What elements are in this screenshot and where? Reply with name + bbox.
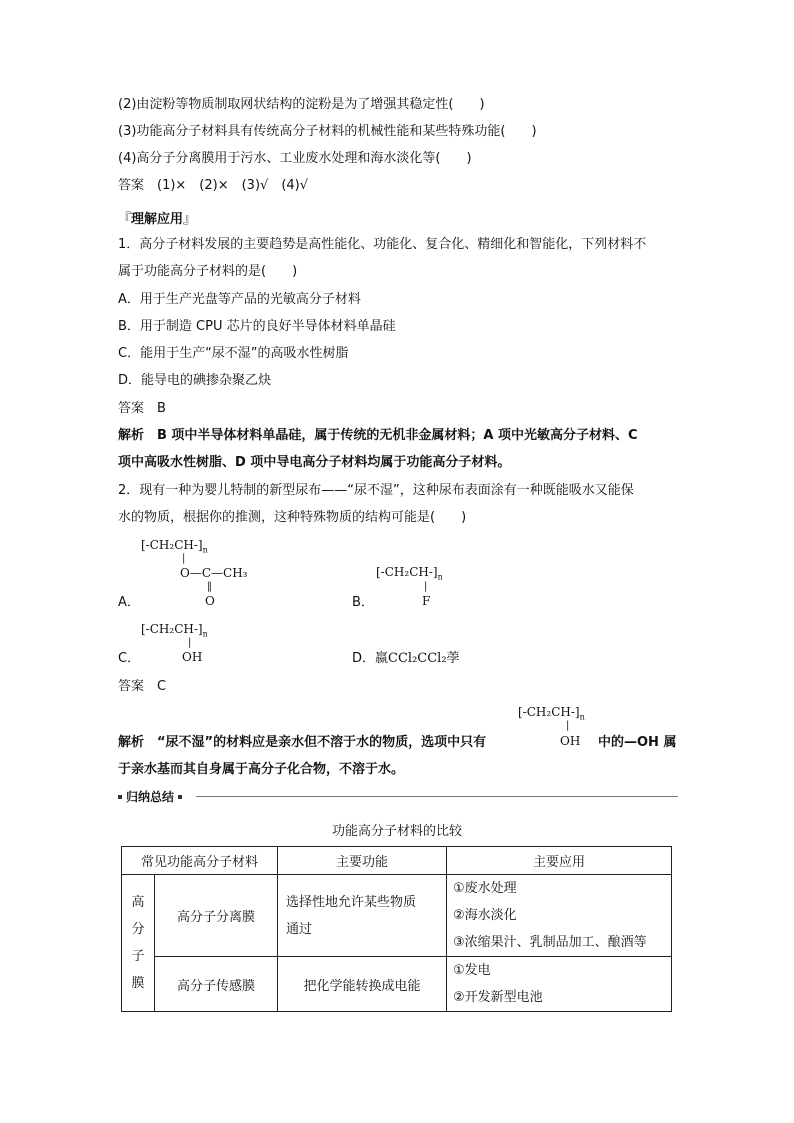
table-row: [122, 957, 672, 1012]
q2-opt-d: [352, 650, 460, 668]
q2-opt-b-polymer: $[-CH_2CH-]_n$: [376, 565, 443, 582]
q2-opt-a-n: n: [202, 545, 208, 555]
intro-answer: 答案 (1)× (2)× (3)√ (4)√: [118, 178, 309, 193]
q2-analysis-line2: 于亲水基而其自身属于高分子化合物，不溶于水。: [118, 762, 405, 777]
application-item: ①发电: [453, 963, 491, 978]
q2-opt-b-backbone: CH₂CH: [384, 565, 429, 579]
q1-option-b: B．用于制造 CPU 芯片的良好半导体材料单晶硅: [118, 319, 396, 334]
square-bullet-icon: [118, 795, 122, 799]
row-function-line: 通过: [286, 921, 313, 937]
table-header-row: [122, 847, 672, 875]
row-applications: [447, 957, 672, 1012]
q2-opt-c-bond: |: [188, 637, 192, 648]
group-label-char: 高: [131, 895, 145, 910]
q2-analysis-backbone: CH₂CH: [526, 705, 571, 719]
summary-label: 归纳总结: [126, 790, 175, 804]
group-label-char: 子: [131, 949, 145, 964]
table-caption: 功能高分子材料的比较: [331, 824, 462, 839]
q2-answer: 答案 C: [118, 679, 167, 694]
section-heading: 『理解应用』: [118, 212, 197, 227]
q2-opt-d-text: 嬴CCl₂CCl₂荸: [375, 651, 460, 666]
q2-opt-a-bond: |: [182, 553, 186, 564]
q2-opt-a-oxygen: O: [205, 594, 215, 608]
q2-opt-a-dbl-bond: ‖: [207, 581, 212, 592]
group-label-char: 膜: [131, 976, 145, 991]
application-item: ②开发新型电池: [453, 990, 543, 1005]
summary-bar: [118, 788, 678, 806]
row-function-line: 选择性地允许某些物质: [286, 894, 417, 910]
q2-analysis-n: n: [579, 712, 585, 722]
q2-opt-a-backbone: CH₂CH: [149, 538, 194, 552]
q2-opt-b-sub: F: [422, 594, 431, 608]
application-item: ①废水处理: [453, 881, 517, 896]
table-row: [122, 875, 672, 957]
header-application: 主要应用: [447, 847, 672, 875]
summary-rule: [196, 796, 678, 797]
q1-option-d: D．能导电的碘掺杂聚乙炔: [118, 373, 272, 388]
q2-analysis-sub: OH: [560, 734, 581, 748]
group-label-membrane: [122, 875, 155, 1012]
application-item: ③浓缩果汁、乳制品加工、酿酒等: [453, 935, 647, 950]
q2-analysis-suffix: 中的—OH 属: [598, 735, 677, 750]
group-label-char: 分: [131, 922, 145, 937]
row-function: 把化学能转换成电能: [278, 957, 447, 1012]
application-item: ②海水淡化: [453, 908, 517, 923]
row-name: 高分子传感膜: [155, 957, 278, 1012]
row-applications: [447, 875, 672, 957]
row-name: 高分子分离膜: [155, 875, 278, 957]
q2-analysis-bond: |: [566, 720, 570, 731]
header-material: 常见功能高分子材料: [122, 847, 278, 875]
q1-stem-line2: 属于功能高分子材料的是( ): [118, 264, 298, 279]
intro-item-2: (2)由淀粉等物质制取网状结构的淀粉是为了增强其稳定性( ): [118, 97, 485, 112]
q2-analysis-polymer: $[-CH_2CH-]_n$: [518, 705, 585, 722]
q1-option-a: A．用于生产光盘等产品的光敏高分子材料: [118, 292, 361, 307]
q2-opt-a-sub: O—C—CH₃: [180, 566, 248, 580]
q1-stem-line1: 1．高分子材料发展的主要趋势是高性能化、功能化、复合化、精细化和智能化，下列材料不: [118, 237, 647, 252]
q2-stem-line2: 水的物质，根据你的推测，这种特殊物质的结构可能是( ): [118, 510, 467, 525]
q2-opt-c-backbone: CH₂CH: [149, 622, 194, 636]
q2-opt-a-label: A．: [118, 595, 140, 610]
q2-opt-a-polymer: $[-CH_2CH-]_n$: [141, 538, 208, 555]
q1-analysis-line1: 解析 B 项中半导体材料单晶硅，属于传统的无机非金属材料；A 项中光敏高分子材料、C: [118, 428, 638, 443]
q2-opt-b-n: n: [437, 572, 443, 582]
q1-answer: 答案 B: [118, 401, 166, 416]
intro-item-3: (3)功能高分子材料具有传统高分子材料的机械性能和某些特殊功能( ): [118, 124, 537, 139]
square-bullet-icon: [178, 795, 182, 799]
q2-opt-b-bond: |: [424, 581, 428, 592]
q1-option-c: C．能用于生产“尿不湿”的高吸水性树脂: [118, 346, 349, 361]
q2-opt-d-label: D．: [352, 651, 376, 666]
q2-opt-c-polymer: $[-CH_2CH-]_n$: [141, 622, 208, 639]
comparison-table: [121, 846, 672, 1012]
q2-opt-c-sub: OH: [182, 650, 203, 664]
section-title: 理解应用: [131, 212, 184, 227]
q1-analysis-line2: 项中高吸水性树脂、D 项中导电高分子材料均属于功能高分子材料。: [118, 455, 511, 470]
q2-analysis-prefix: 解析 “尿不湿”的材料应是亲水但不溶于水的物质，选项中只有: [118, 735, 487, 750]
q2-stem-line1: 2．现有一种为婴儿特制的新型尿布——“尿不湿”，这种尿布表面涂有一种既能吸水又能保: [118, 483, 634, 498]
row-function: [278, 875, 447, 957]
intro-item-4: (4)高分子分离膜用于污水、工业废水处理和海水淡化等( ): [118, 151, 472, 166]
q2-opt-c-n: n: [202, 629, 208, 639]
header-function: 主要功能: [278, 847, 447, 875]
summary-label-wrap: [118, 788, 182, 805]
q2-opt-b-label: B．: [352, 595, 374, 610]
q2-opt-c-label: C．: [118, 651, 141, 666]
